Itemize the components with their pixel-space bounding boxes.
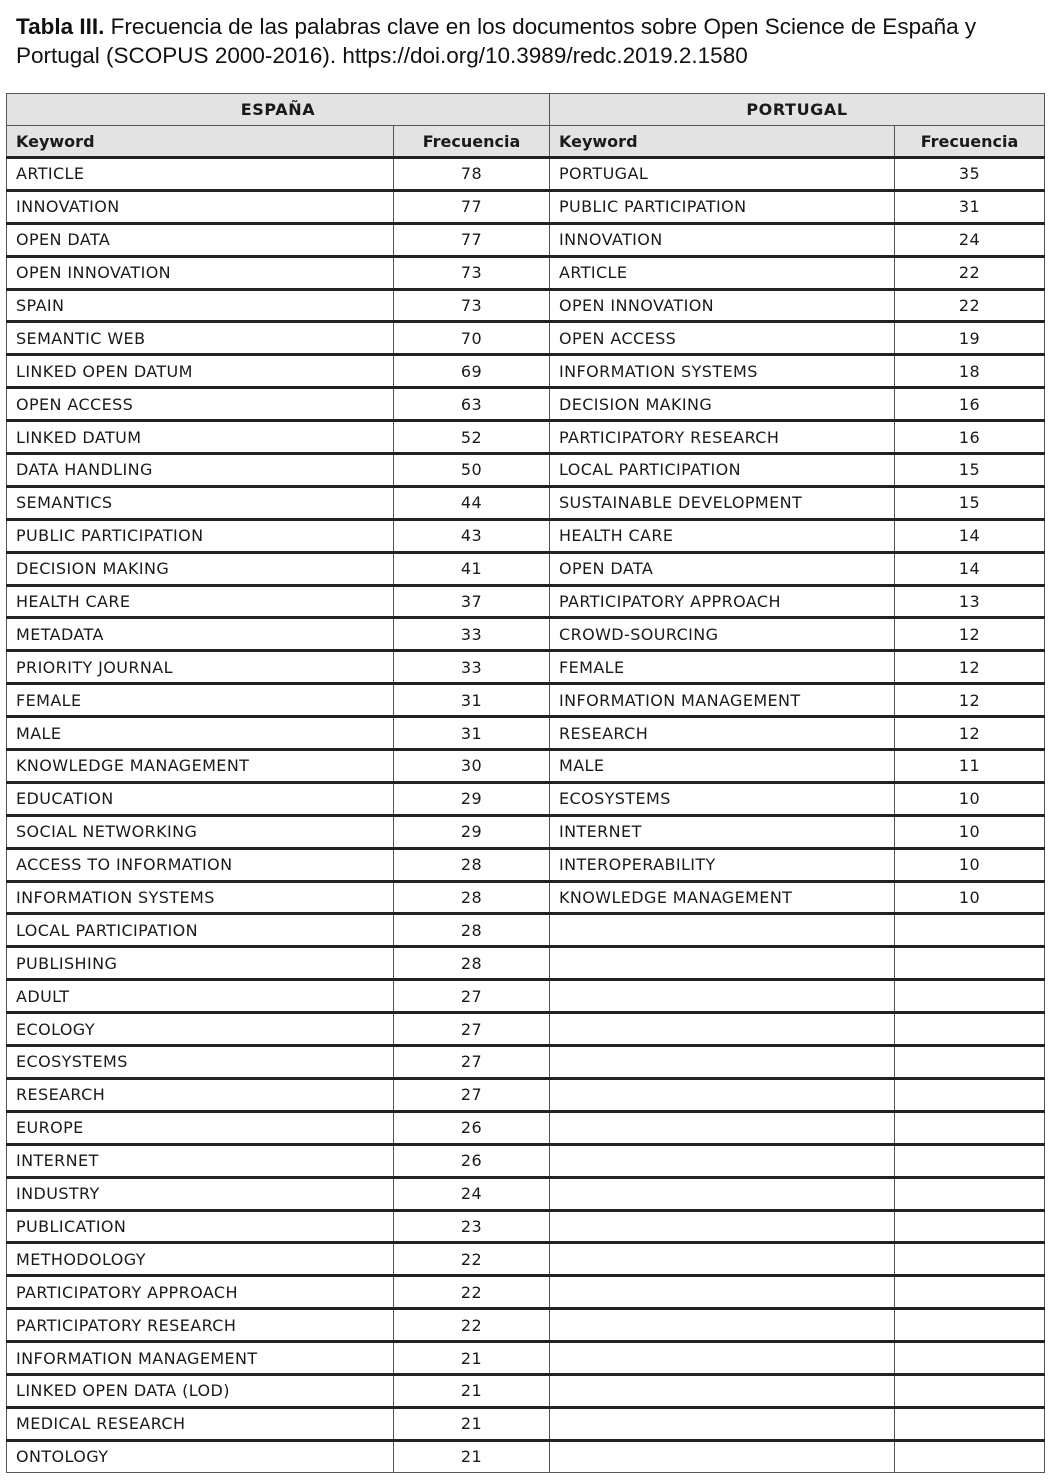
- keyword-portugal-cell: INTEROPERABILITY: [550, 848, 895, 881]
- keyword-portugal-cell: OPEN ACCESS: [550, 322, 895, 355]
- frequency-portugal-cell: 22: [895, 256, 1045, 289]
- frequency-spain-cell: 28: [394, 848, 550, 881]
- frequency-portugal-cell: 14: [895, 552, 1045, 585]
- keyword-spain-cell: PARTICIPATORY RESEARCH: [7, 1309, 394, 1342]
- frequency-spain-cell: 21: [394, 1342, 550, 1375]
- frequency-spain-cell: 63: [394, 388, 550, 421]
- column-header-frequency-spain: Frecuencia: [394, 126, 550, 158]
- keyword-spain-cell: ADULT: [7, 980, 394, 1013]
- keyword-spain-cell: SPAIN: [7, 289, 394, 322]
- frequency-portugal-cell: 12: [895, 717, 1045, 750]
- frequency-portugal-cell: 12: [895, 684, 1045, 717]
- keyword-spain-cell: LINKED OPEN DATA (LOD): [7, 1374, 394, 1407]
- frequency-spain-cell: 22: [394, 1309, 550, 1342]
- keyword-spain-cell: ECOSYSTEMS: [7, 1046, 394, 1079]
- keyword-portugal-cell: [550, 1046, 895, 1079]
- keyword-portugal-cell: [550, 1210, 895, 1243]
- keyword-portugal-cell: [550, 1111, 895, 1144]
- keyword-portugal-cell: DECISION MAKING: [550, 388, 895, 421]
- table-row: [7, 1243, 1045, 1276]
- frequency-spain-cell: 29: [394, 782, 550, 815]
- frequency-portugal-cell: 13: [895, 585, 1045, 618]
- keyword-portugal-cell: [550, 1243, 895, 1276]
- frequency-spain-cell: 21: [394, 1440, 550, 1472]
- frequency-spain-cell: 73: [394, 256, 550, 289]
- keyword-portugal-cell: ARTICLE: [550, 256, 895, 289]
- keyword-spain-cell: INFORMATION MANAGEMENT: [7, 1342, 394, 1375]
- table-row: [7, 881, 1045, 914]
- table-body: [7, 158, 1045, 1473]
- keyword-portugal-cell: PARTICIPATORY APPROACH: [550, 585, 895, 618]
- frequency-spain-cell: 52: [394, 421, 550, 454]
- keyword-spain-cell: ECOLOGY: [7, 1013, 394, 1046]
- keyword-portugal-cell: [550, 1342, 895, 1375]
- keyword-spain-cell: SOCIAL NETWORKING: [7, 815, 394, 848]
- keyword-spain-cell: METADATA: [7, 618, 394, 651]
- table-row: [7, 947, 1045, 980]
- table-row: [7, 322, 1045, 355]
- frequency-spain-cell: 31: [394, 717, 550, 750]
- frequency-portugal-cell: 16: [895, 388, 1045, 421]
- keyword-spain-cell: METHODOLOGY: [7, 1243, 394, 1276]
- table-row: [7, 618, 1045, 651]
- frequency-spain-cell: 31: [394, 684, 550, 717]
- table-row: [7, 1177, 1045, 1210]
- keyword-spain-cell: ARTICLE: [7, 158, 394, 191]
- table-row: [7, 486, 1045, 519]
- table-row: [7, 1046, 1045, 1079]
- keyword-portugal-cell: SUSTAINABLE DEVELOPMENT: [550, 486, 895, 519]
- frequency-spain-cell: 28: [394, 881, 550, 914]
- table-row: [7, 1342, 1045, 1375]
- table-caption: [16, 12, 1036, 70]
- keyword-spain-cell: ONTOLOGY: [7, 1440, 394, 1472]
- column-header-keyword-spain: Keyword: [7, 126, 394, 158]
- column-header-row: [7, 126, 1045, 158]
- keyword-spain-cell: OPEN INNOVATION: [7, 256, 394, 289]
- table-row: [7, 289, 1045, 322]
- keyword-portugal-cell: [550, 1309, 895, 1342]
- frequency-spain-cell: 22: [394, 1276, 550, 1309]
- frequency-spain-cell: 28: [394, 947, 550, 980]
- frequency-spain-cell: 77: [394, 190, 550, 223]
- frequency-portugal-cell: 12: [895, 651, 1045, 684]
- frequency-portugal-cell: [895, 1243, 1045, 1276]
- keyword-portugal-cell: FEMALE: [550, 651, 895, 684]
- keyword-portugal-cell: [550, 980, 895, 1013]
- keyword-portugal-cell: [550, 1177, 895, 1210]
- frequency-spain-cell: 37: [394, 585, 550, 618]
- frequency-portugal-cell: [895, 1276, 1045, 1309]
- table-row: [7, 1309, 1045, 1342]
- keyword-spain-cell: SEMANTICS: [7, 486, 394, 519]
- table-row: [7, 190, 1045, 223]
- keyword-portugal-cell: HEALTH CARE: [550, 519, 895, 552]
- table-row: [7, 1210, 1045, 1243]
- frequency-portugal-cell: 10: [895, 881, 1045, 914]
- keyword-portugal-cell: LOCAL PARTICIPATION: [550, 454, 895, 487]
- frequency-spain-cell: 21: [394, 1407, 550, 1440]
- frequency-spain-cell: 24: [394, 1177, 550, 1210]
- frequency-portugal-cell: [895, 1013, 1045, 1046]
- keyword-portugal-cell: PARTICIPATORY RESEARCH: [550, 421, 895, 454]
- frequency-portugal-cell: 15: [895, 486, 1045, 519]
- frequency-portugal-cell: 10: [895, 815, 1045, 848]
- frequency-spain-cell: 41: [394, 552, 550, 585]
- keyword-spain-cell: ACCESS TO INFORMATION: [7, 848, 394, 881]
- keyword-spain-cell: DATA HANDLING: [7, 454, 394, 487]
- keyword-portugal-cell: [550, 1276, 895, 1309]
- frequency-portugal-cell: [895, 1111, 1045, 1144]
- frequency-portugal-cell: [895, 1440, 1045, 1472]
- table-caption-text: Frecuencia de las palabras clave en los documentos sobre Open Science de España y Portugal (SCOPUS 2000-2016). https://doi.org/10.3989/redc.2019.2.1580: [16, 14, 977, 68]
- table-row: [7, 1407, 1045, 1440]
- keyword-portugal-cell: INNOVATION: [550, 223, 895, 256]
- frequency-spain-cell: 26: [394, 1111, 550, 1144]
- keyword-portugal-cell: INFORMATION MANAGEMENT: [550, 684, 895, 717]
- keyword-spain-cell: DECISION MAKING: [7, 552, 394, 585]
- frequency-spain-cell: 21: [394, 1374, 550, 1407]
- table-row: [7, 750, 1045, 783]
- frequency-spain-cell: 69: [394, 355, 550, 388]
- frequency-portugal-cell: [895, 1407, 1045, 1440]
- frequency-portugal-cell: [895, 1078, 1045, 1111]
- keyword-spain-cell: LINKED DATUM: [7, 421, 394, 454]
- keyword-spain-cell: MALE: [7, 717, 394, 750]
- frequency-portugal-cell: [895, 1144, 1045, 1177]
- table-row: [7, 421, 1045, 454]
- frequency-spain-cell: 73: [394, 289, 550, 322]
- frequency-spain-cell: 44: [394, 486, 550, 519]
- keyword-spain-cell: SEMANTIC WEB: [7, 322, 394, 355]
- frequency-spain-cell: 22: [394, 1243, 550, 1276]
- frequency-portugal-cell: 10: [895, 782, 1045, 815]
- group-header-spain: ESPAÑA: [7, 94, 550, 126]
- keyword-portugal-cell: [550, 1440, 895, 1472]
- frequency-portugal-cell: 16: [895, 421, 1045, 454]
- frequency-portugal-cell: 24: [895, 223, 1045, 256]
- frequency-portugal-cell: [895, 914, 1045, 947]
- keyword-portugal-cell: PUBLIC PARTICIPATION: [550, 190, 895, 223]
- frequency-portugal-cell: 15: [895, 454, 1045, 487]
- keyword-spain-cell: OPEN DATA: [7, 223, 394, 256]
- table-row: [7, 1374, 1045, 1407]
- keyword-portugal-cell: INTERNET: [550, 815, 895, 848]
- frequency-portugal-cell: [895, 1210, 1045, 1243]
- frequency-spain-cell: 43: [394, 519, 550, 552]
- keyword-portugal-cell: ECOSYSTEMS: [550, 782, 895, 815]
- table-row: [7, 223, 1045, 256]
- table-row: [7, 914, 1045, 947]
- table-row: [7, 1111, 1045, 1144]
- frequency-spain-cell: 33: [394, 651, 550, 684]
- frequency-spain-cell: 27: [394, 1078, 550, 1111]
- frequency-portugal-cell: [895, 947, 1045, 980]
- keyword-spain-cell: FEMALE: [7, 684, 394, 717]
- frequency-spain-cell: 28: [394, 914, 550, 947]
- keyword-portugal-cell: [550, 1374, 895, 1407]
- table-row: [7, 158, 1045, 191]
- frequency-portugal-cell: 35: [895, 158, 1045, 191]
- frequency-portugal-cell: [895, 1309, 1045, 1342]
- keyword-spain-cell: PUBLISHING: [7, 947, 394, 980]
- frequency-spain-cell: 77: [394, 223, 550, 256]
- keyword-spain-cell: PARTICIPATORY APPROACH: [7, 1276, 394, 1309]
- keyword-portugal-cell: RESEARCH: [550, 717, 895, 750]
- table-row: [7, 651, 1045, 684]
- table-row: [7, 782, 1045, 815]
- keyword-spain-cell: PUBLICATION: [7, 1210, 394, 1243]
- frequency-portugal-cell: [895, 1374, 1045, 1407]
- table-row: [7, 848, 1045, 881]
- table-row: [7, 585, 1045, 618]
- keyword-spain-cell: LOCAL PARTICIPATION: [7, 914, 394, 947]
- keyword-spain-cell: INDUSTRY: [7, 1177, 394, 1210]
- keyword-spain-cell: INTERNET: [7, 1144, 394, 1177]
- table-row: [7, 388, 1045, 421]
- frequency-spain-cell: 27: [394, 1013, 550, 1046]
- frequency-spain-cell: 33: [394, 618, 550, 651]
- keyword-portugal-cell: [550, 914, 895, 947]
- keyword-spain-cell: RESEARCH: [7, 1078, 394, 1111]
- frequency-portugal-cell: 11: [895, 750, 1045, 783]
- keyword-spain-cell: PRIORITY JOURNAL: [7, 651, 394, 684]
- keyword-portugal-cell: MALE: [550, 750, 895, 783]
- frequency-portugal-cell: 10: [895, 848, 1045, 881]
- keyword-portugal-cell: PORTUGAL: [550, 158, 895, 191]
- keyword-spain-cell: OPEN ACCESS: [7, 388, 394, 421]
- keyword-spain-cell: INFORMATION SYSTEMS: [7, 881, 394, 914]
- table-row: [7, 1440, 1045, 1472]
- table-caption-label: Tabla III.: [16, 14, 105, 39]
- keyword-portugal-cell: KNOWLEDGE MANAGEMENT: [550, 881, 895, 914]
- keyword-spain-cell: EDUCATION: [7, 782, 394, 815]
- keyword-portugal-cell: [550, 947, 895, 980]
- keyword-spain-cell: MEDICAL RESEARCH: [7, 1407, 394, 1440]
- frequency-portugal-cell: 18: [895, 355, 1045, 388]
- frequency-spain-cell: 27: [394, 1046, 550, 1079]
- keyword-spain-cell: INNOVATION: [7, 190, 394, 223]
- frequency-portugal-cell: 19: [895, 322, 1045, 355]
- frequency-spain-cell: 26: [394, 1144, 550, 1177]
- table-row: [7, 454, 1045, 487]
- table-row: [7, 355, 1045, 388]
- frequency-spain-cell: 27: [394, 980, 550, 1013]
- keyword-portugal-cell: INFORMATION SYSTEMS: [550, 355, 895, 388]
- keyword-portugal-cell: [550, 1407, 895, 1440]
- keyword-portugal-cell: CROWD-SOURCING: [550, 618, 895, 651]
- frequency-portugal-cell: 12: [895, 618, 1045, 651]
- keyword-frequency-table: [6, 93, 1045, 1473]
- frequency-spain-cell: 30: [394, 750, 550, 783]
- table-row: [7, 519, 1045, 552]
- frequency-portugal-cell: 31: [895, 190, 1045, 223]
- table-row: [7, 552, 1045, 585]
- frequency-spain-cell: 78: [394, 158, 550, 191]
- group-header-row: [7, 94, 1045, 126]
- column-header-frequency-portugal: Frecuencia: [895, 126, 1045, 158]
- table-row: [7, 1078, 1045, 1111]
- table-row: [7, 717, 1045, 750]
- frequency-spain-cell: 70: [394, 322, 550, 355]
- group-header-portugal: PORTUGAL: [550, 94, 1045, 126]
- keyword-spain-cell: KNOWLEDGE MANAGEMENT: [7, 750, 394, 783]
- keyword-portugal-cell: [550, 1144, 895, 1177]
- table-row: [7, 1013, 1045, 1046]
- keyword-portugal-cell: OPEN DATA: [550, 552, 895, 585]
- frequency-portugal-cell: 14: [895, 519, 1045, 552]
- keyword-portugal-cell: OPEN INNOVATION: [550, 289, 895, 322]
- frequency-portugal-cell: [895, 1342, 1045, 1375]
- table-header: [7, 94, 1045, 158]
- table-row: [7, 980, 1045, 1013]
- column-header-keyword-portugal: Keyword: [550, 126, 895, 158]
- frequency-spain-cell: 23: [394, 1210, 550, 1243]
- keyword-spain-cell: EUROPE: [7, 1111, 394, 1144]
- keyword-spain-cell: PUBLIC PARTICIPATION: [7, 519, 394, 552]
- table-row: [7, 1144, 1045, 1177]
- table-row: [7, 1276, 1045, 1309]
- table-row: [7, 815, 1045, 848]
- keyword-portugal-cell: [550, 1078, 895, 1111]
- frequency-portugal-cell: [895, 1177, 1045, 1210]
- keyword-spain-cell: LINKED OPEN DATUM: [7, 355, 394, 388]
- table-row: [7, 684, 1045, 717]
- frequency-portugal-cell: [895, 1046, 1045, 1079]
- keyword-spain-cell: HEALTH CARE: [7, 585, 394, 618]
- frequency-portugal-cell: [895, 980, 1045, 1013]
- frequency-spain-cell: 50: [394, 454, 550, 487]
- frequency-portugal-cell: 22: [895, 289, 1045, 322]
- frequency-spain-cell: 29: [394, 815, 550, 848]
- table-row: [7, 256, 1045, 289]
- keyword-portugal-cell: [550, 1013, 895, 1046]
